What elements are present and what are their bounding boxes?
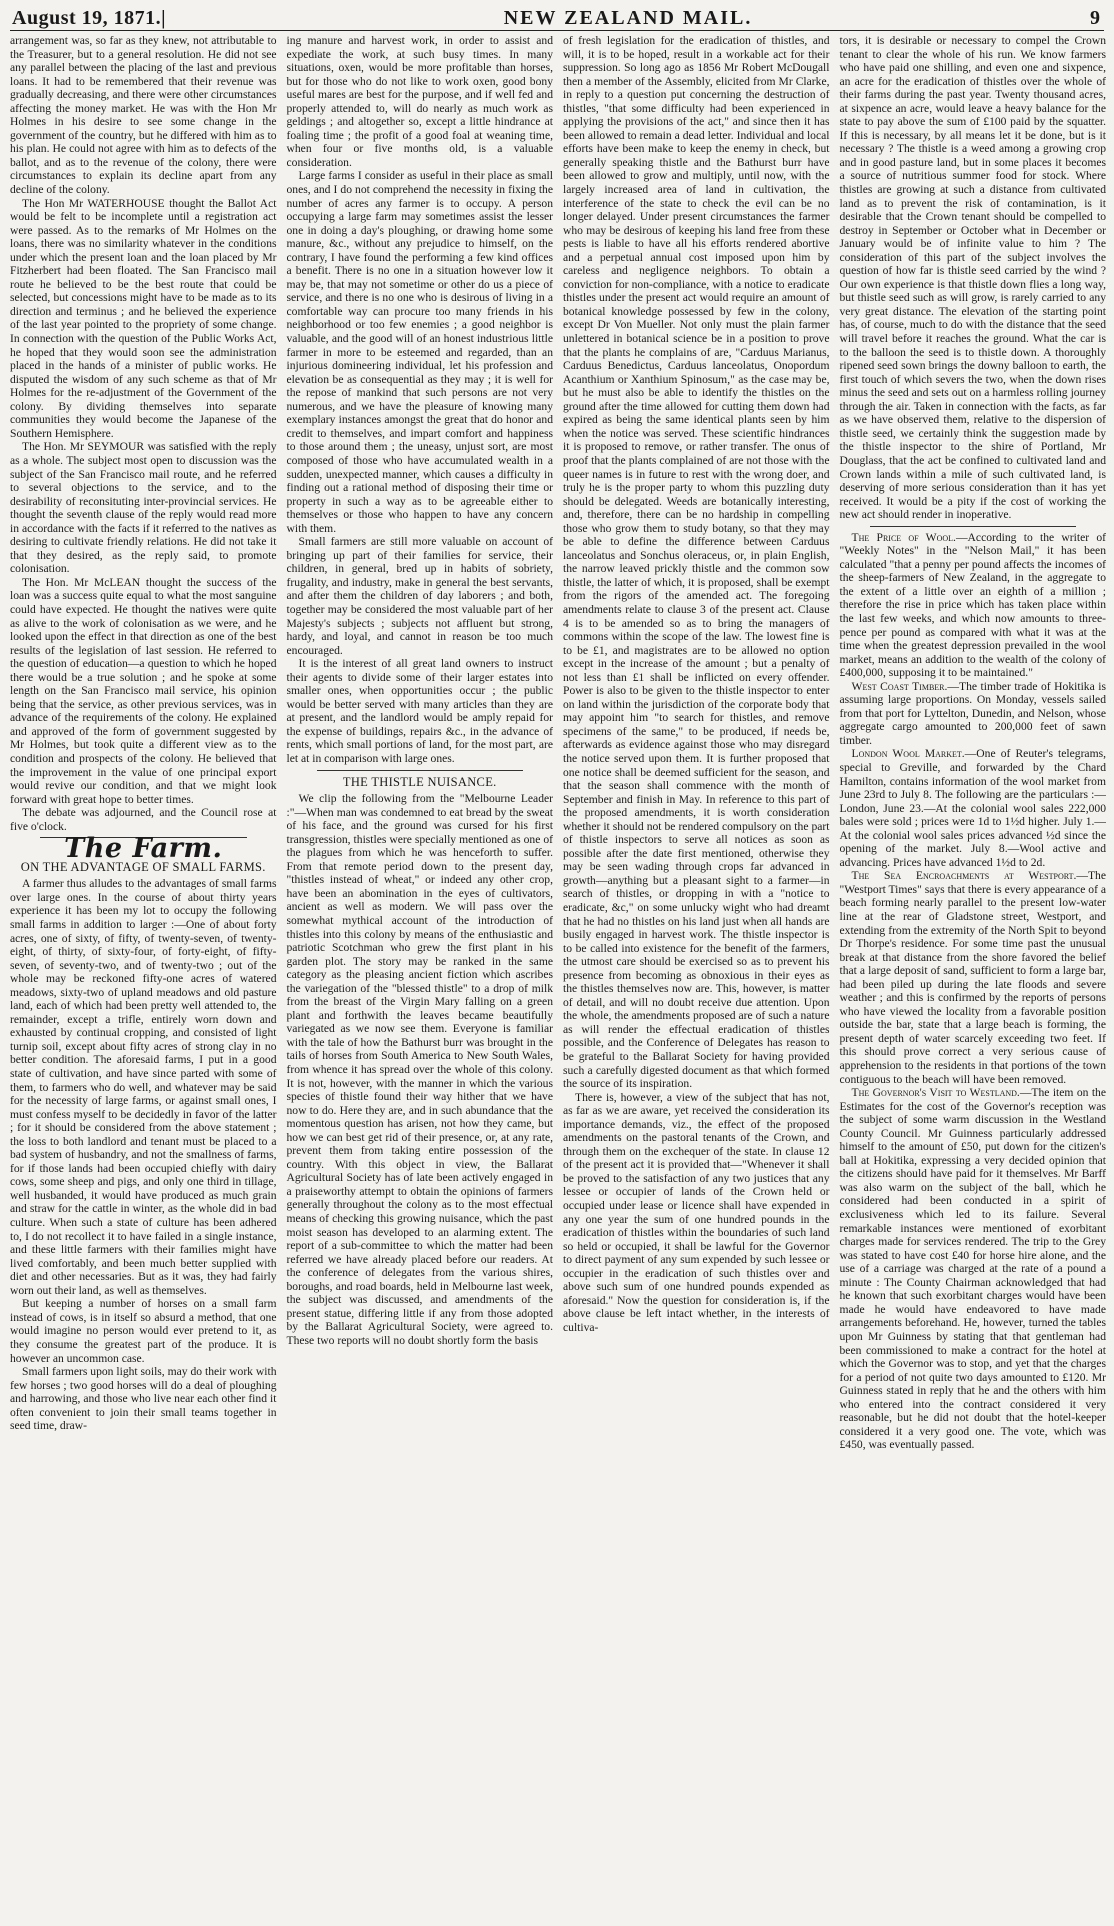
news-item	[840, 869, 1107, 1086]
article-paragraph: The Hon Mr WATERHOUSE thought the Ballot Act would be felt to be incomplete until a registration act were passed. As to the remarks of Mr Holmes on the loans, there was no similarity whatever in the conditions under which the present loan and the loan placed by Mr Fitzherbert had been floated. The San Francisco mail route he believed to be the best route that could be selected, but concessions might have to be made as to its direction and terminus ; and he believed the experience of the last year pointed to the propriety of some change. In connection with the question of the Public Works Act, he hoped that they would soon see the administration placed in the hands of a minister of public works. He disputed the wisdom of any such scheme as that of Mr Holmes for the re-adjustment of the Government of the colony. By dividing themselves into separate communities they would become the Japanese of the Southern Hemisphere.	[10, 196, 277, 440]
news-item-heading: London Wool Market.	[851, 747, 965, 761]
news-item	[840, 1086, 1107, 1452]
news-item	[840, 531, 1107, 680]
news-item-text: —One of Reuter's telegrams, special to Greville, and forwarded by the Chard Hamilton, contains information of the wool market from June 23rd to July 8. The following are the particulars :—London, June 23.—At the colonial wool sales 222,000 bales were sold ; prices were 1d to 1½d higher. July 1.—At the colonial wool sales prices advanced ½d since the opening of the market. July 8.—Wool active and advancing. Prices have advanced 1½d to 2d.	[839, 747, 1106, 869]
article-paragraph: Small farmers upon light soils, may do their work with few horses ; two good horses will do a deal of ploughing and harrowing, and those who live near each other find it often convenient to join their small teams together in seed time, draw-	[10, 1365, 277, 1433]
news-item-text: —The item on the Estimates for the cost of the Governor's reception was the subject of some warm discussion in the Westland County Council. Mr Guinness particularly addressed himself to the amount of £50, put down for the citizen's ball at Hokitika, expressing a very decided opinion that the citizens should have paid for it themselves. Mr Barff was also warm on the subject of the ball, which he considered had been conducted in a spirit of exclusiveness which led to its failure. Several remarkable instances were mentioned of exorbitant charges made for services rendered. The trip to the Grey was stated to have cost £40 for horse hire alone, and the use of a carriage was charged at the rate of a pound a minute : The County Chairman acknowledged that had he known that such exorbitant charges would have been made he would have endeavored to have made arrangements beforehand. He, however, turned the tables upon Mr Guinness by stating that that gentleman had been commissioned to make a contract for the hotel at which the Governor was to stop, and yet that the charges for a period of not quite two days amounted to £120. Mr Guinness stated in reply that he and the others with him who entered into the contract considered it very reasonable, but he did not doubt that the hotel-keeper considered it a very good one. The vote, which was £450, was eventually passed.	[839, 1086, 1106, 1452]
section-heading-farm: The Farm.	[64, 833, 223, 865]
column-2	[285, 34, 554, 1924]
article-paragraph: tors, it is desirable or necessary to compel the Crown tenant to clear the whole of his run. We know farmers who have paid one shilling, and even one and sixpence, an acre for the eradication of thistles over the whole of their farms during the past year. Twenty thousand acres, at sixpence an acre, would leave a heavy balance for the state to pay above the sum of £100 paid by the squatter. If this is necessary, by all means let it be done, but is it necessary ? The thistle is a weed among a growing crop and in good pasture land, but in some places it becomes a source of nutritious summer food for stock. Where thistles are growing at such a distance from cultivated land as to prevent the risk of contamination, is it desirable that the Crown tenant should be compelled to destroy in September or October what in December or January would be of infinite value to him ? The consideration of this part of the subject involves the question of how far is thistle seed carried by the wind ? Our own experience is that thistle down flies a long way, but thistle seed such as will grow, is rarely carried to any very great distance. The elevation of the starting point has, of course, much to do with the distance that the seed will travel before it reaches the ground. What the car is to the balloon the seed is to thistle down. A thoroughly ripened seed sown brings the downy balloon to earth, the first touch of which severs the two, when the down rises minus the seed and sets out on a harmless rolling journey through the air. Taken in connection with the facts, as far as we have observed them, relative to the dispersion of thistle seed, we certainly think the suggestion made by the thistle inspector to the shire of Portland, Mr Douglass, that the act be confined to cultivated land and Crown lands within a mile of such cultivated land, is deserving of more serious consideration than it has yet received. It would be a pity if the cost of working the new act should render in inoperative.	[839, 34, 1106, 522]
article-paragraph: The Hon. Mr SEYMOUR was satisfied with the reply as a whole. The subject most open to discussion was the subject of the San Francisco mail route, and he referred to several objections to the service, and to the desirability of reconsituting inter-provincial services. He thought the seventh clause of the reply would read more in accordance with the facts if it referred to the natives as desiring to cultivate friendly relations. He did not take it that they desired, as the reply said, to promote colonisation.	[10, 440, 277, 576]
article-headline: THE THISTLE NUISANCE.	[342, 774, 497, 789]
news-item	[840, 680, 1107, 748]
article-paragraph: Small farmers are still more valuable on account of bringing up part of their families for service, their children, in general, bred up in habits of sobriety, frugality, and industry, make in general the best servants, and after them the children of day laborers ; and both, together may be considered the most valuable part of her Majesty's subjects ; subjects not affluent but strong, hardy, and loyal, and cannot in reason be too much encouraged.	[286, 535, 553, 657]
newspaper-title: NEW ZEALAND MAIL.	[503, 7, 753, 29]
article-paragraph: It is the interest of all great land owners to instruct their agents to divide some of their larger estates into smaller ones, when opportunities occur ; the public would be better served with many articles than they are at present, and the landlord would be amply repaid for the expense of buildings, repairs &c., in the advance of rents, which small portions of land, for the most part, are let at in comparison with large ones.	[286, 657, 553, 765]
divider	[870, 526, 1077, 527]
divider	[317, 770, 524, 771]
article-paragraph: A farmer thus alludes to the advantages of small farms over large ones. In the course of about thirty years experience it has been my lot to occupy the following small farms in addition to larger :—One of about forty acres, one of sixty, of fifty, of twenty-seven, of twenty-eight, of thirty, of sixty-four, of forty-eight, of fifty-seven, of seventy-two, and of twenty-two ; out of the whole may be reckoned fifty-one acres of watered meadows, sixty-two of upland meadows and old pasture land, each of which had been pretty well attended to, the remainder, except a trifle, entirely worn down and exhausted by continual cropping, and consisted of light turnip soil, except about fifty acres of strong clay in no better condition. The aforesaid farms, I put in a good state of cultivation, and have since parted with some of them, to farmers who do well, and whatever may be said for the necessity of large farms, or against small ones, I must confess myself to be decidedly in favor of the latter ; for it should be considered from the above statement ; the loss to both landlord and tenant must be placed to a bad system of husbandry, and not the smallness of farms, for if those lands had been occupied chiefly with dairy cows, some sheep and pigs, and only one third in tillage, well husbanded, it would have produced as much grain and straw for the cattle in winter, as the whole did in bad culture. When such a state of culture has been adhered to, I do not recollect it to have failed in a single instance, and these little farmers with their families might have lived comfortably, and been much better supplied with diet and other necessaries. But as it was, they had fairly worn out their land, as well as themselves.	[10, 877, 277, 1297]
news-item-text: —According to the writer of "Weekly Notes" in the "Nelson Mail," it has been calculated "that a penny per pound affects the incomes of the sheep-farmers of New Zealand, in the aggregate to the extent of a little over an eighth of a million ; therefore the rise in price which has taken place within the last few weeks, and which now amounts to three-pence per pound as compared with what it was at the time when the greatest depression prevailed in the wool market, means an addition to the wealth of the colony of £400,000, supposing it to be maintained."	[839, 530, 1106, 680]
news-item	[840, 747, 1107, 869]
masthead	[10, 0, 1104, 31]
article-headline: ON THE ADVANTAGE OF SMALL FARMS.	[20, 859, 266, 874]
issue-date: August 19, 1871.|	[12, 7, 167, 29]
column-1	[8, 34, 277, 1924]
article-paragraph: Large farms I consider as useful in their place as small ones, and I do not comprehend the necessity in fixing the number of acres any farmer is to occupy. A person occupying a large farm may sometimes assist the lesser one in doing a day's ploughing, or drawing home some manure, &c., without any prejudice to himself, on the contrary, I have found the performing a few kind offices a benefit. There is no one in a situation however low it may be, that may not sometime or other do us a piece of service, and there is no one who is desirous of living in a comfortable way can procure too many friends in his neighborhood or too few enemies ; a good neighbor is valuable, and the good will of an honest industrious little farmer in more to be esteemed and regarded, than an injurious domineering individual, let his profession and elevation be as consequential as they may ; it is well for the repose of mankind that such persons are not very numerous, and we have the pleasure of knowing many exemplary instances amongst the great that do honor and credit to themselves, and impart comfort and happiness to those around them ; the uneasy, unjust sort, are most composed of those who have accumulated wealth in a sudden, unexpected manner, which causes a difficulty in finding out a rational method of disposing their time or property in such a way as to be agreeable either to themselves or those who happen to have any concern with them.	[286, 169, 553, 535]
article-paragraph: There is, however, a view of the subject that has not, as far as we are aware, yet received the consideration its importance demands, viz., the effect of the proposed amendments on the pastoral tenants of the Crown, and through them on the exchequer of the state. In clause 12 of the present act it is provided that—"Whenever it shall be proved to the satisfaction of any two justices that any lessee or occupier of lands of the Crown held or occupied under lease or licence shall have expended in any one year the sum of one hundred pounds in the eradication of thistles within the boundaries of such land so held or occupied, it shall be lawful for the Governor to direct payment of any sum expended by such lessee or occupier in the eradication of such thistles over and above such sum of one hundred pounds expended as aforesaid." Now the question for consideration is, if the above clause be left intact whether, in the interests of cultiva-	[563, 1090, 830, 1334]
article-paragraph: The Hon. Mr McLEAN thought the success of the loan was a success quite equal to what the most sanguine could have expected. He thought the natives were quite as alive to the work of colonisation as we were, and he looked upon the effect in that direction as one of the best results of the legislation of last session. He referred to the question of education—a question to which he hoped there would be a true solution ; and he spoke at some length on the San Francisco mail service, his opinion being that the service, as other previous services, was in advance of the requirements of the colony. He explained and approved of the form of government suggested by Mr Holmes, but took quite a different view as to the condition and prospects of the colony. He believed that the improvement in the value of one principal export would revive our condition, and that we might look forward with great hope to better times.	[10, 575, 277, 806]
column-3	[561, 34, 830, 1924]
article-paragraph: ing manure and harvest work, in order to assist and expediate the work, at such busy times. In many situations, oxen, would be more profitable than horses, but for those who do not like to work oxen, good bony useful mares are best for the purpose, and if well fed and properly attended to, will do nearly as much work as geldings ; and altogether so, except a little hindrance at foaling time ; the profit of a good foal at weaning time, when four or five months old, is a valuable consideration.	[286, 34, 553, 169]
news-item-text: —The timber trade of Hokitika is assuming large proportions. On Monday, vessels sailed from that port for Lyttelton, Dunedin, and Nelson, whose aggregate cargo amounted to 200,000 feet of sawn timber.	[839, 679, 1106, 747]
article-paragraph: We clip the following from the "Melbourne Leader :"—When man was condemned to eat bread by the sweat of his face, and the ground was cursed for his first transgression, thistles were specially mentioned as one of the plagues from which he was henceforth to suffer. From that remote period down to the present day, "thistles instead of wheat," or indeed any other crop, have been an abomination in the eyes of cultivators, ancient as well as modern. We will pass over the somewhat mythical account of the introduction of thistles into this colony by means of the enthusiastic and patriotic Scotchman who grew the first plant in his garden plot. The story may be ranked in the same category as the pleasing ancient fiction which ascribes the variegation of the "blessed thistle" to a drop of milk from the breast of the Virgin Mary falling on a green plant and forthwith the leaves became beautifully variegated as we now see them. Everyone is familiar with the tale of how the Bathurst burr was brought in the tails of horses from South America to New South Wales, from whence it has spread over the whole of this colony. It is not, however, with the manner in which the various species of thistle found their way hither that we have now to do. Here they are, and in such abundance that the momentous question has arisen, not how they came, but how we can best get rid of their presence, or, at any rate, prevent them from taking entire possession of the country. With this object in view, the Ballarat Agricultural Society has of late been actively engaged in a praiseworthy attempt to obtain the opinions of farmers generally throughout the colony as to the most effectual means of checking this growing nuisance, which the past moist season has developed to an alarming extent. The report of a sub-committee to which the matter had been referred we have already placed before our readers. At the conference of delegates from the various shires, boroughs, and road boards, held in Melbourne last week, the subject was discussed, and amendments of the present statue, differing little if any from those adopted by the Ballarat Agricultural Society, were agreed to. These two reports will no doubt shortly form the basis	[286, 792, 553, 1347]
article-paragraph: of fresh legislation for the eradication of thistles, and will, it is to be hoped, result in a workable act for their suppression. So long ago as 1856 Mr Robert McDougall then a member of the Assembly, elicited from Mr Clarke, in reply to a question put concerning the destruction of thistles, "that some difficulty had been experienced in applying the provisions of the act," and since then it has been allowed to remain a dead letter. Individual and local efforts have been make to keep the enemy in check, but generally speaking thistle and the Bathurst burr have been allowed to grow and multiply, until now, with the largely increased area of land in cultivation, the interference of the state to check the evil can be no longer delayed. Under present circumstances the farmer who may be desirous of keeping his land free from these pests is liable to have all his efforts rendered abortive and a perpetual annual cost imposed upon him by careless and negligence neighbors. To obtain a conviction for non-compliance, with a notice to eradicate thistles under the present act would require an amount of botanical knowledge possessed by few in the colony, except Dr Von Mueller. Not only must the plain farmer unlettered in botanical science be in a position to prove that the plants he complains of are, "Carduus Marianus, Carduus Benedictus, Carduus lanceolatus, Onopordum Acanthium or Xanthium Spinosum," as the case may be, but he must also be able to identify the thistles on the ground after the time allowed for cutting them down had expired as being the same identical plants seen by him when the notice was served. These scientific hindrances it is proposed to remove, or rather transfer. The onus of proof that the plants complained of are not those with the queer names is in future to rest with the wrong doer, and truly he is the proper party to whom this puzzling duty should be delegated. Weeds are botanically interesting, and, therefore, there can be no hardship in compelling those who grow them to study botany, so that they may be able to define the difference between Carduus lanceolatus and Sonchus oleraceus, or, in plain English, the narrow leaved prickly thistle and the common sow thistle, the latter of which, it is proposed, shall be exempt from the rigors of the amended act. The foregoing amendments relate to clause 3 of the present act. Clause 4 is to be amended so as to bring the managers of commons within the scope of the law. The lowest fine is to be £1, and magistrates are to be allowed no option except in the increase of the amount ; but a penalty of not less than £1 shall be inflicted on every offender. Power is also to be given to the thistle inspector to enter on land within the jurisdiction of the corporate body that may appoint him "to search for thistles, and remove specimens of the same," to be produced, if needs be, afterwards as evidence against those who may disregard the notice served upon them. It is further proposed that one notice shall be deemed sufficient for the season, and that the season shall commence with the month of September and finish in May. In reference to this part of the proposed amendments, it is worth consideration whether it should not be rendered compulsory on the part of thistle inspectors to serve all notices as soon as possible after the date first mentioned, otherwise they may be seen wading through crops far advanced in growth—anything but a pleasant sight to a farmer—in search of thistles, or dropping in with a "notice to eradicate, &c," on some unlucky wight who had dreamt that he had no thistles on his land just when all hands are busily engaged in harvest work. The thistle inspector is to be called into existence for the benefit of the farmers, the utmost care should be exercised so as to prevent his presence from becoming as obnoxious in their eyes as the thistles themselves now are. This, however, is matter of detail, and will no doubt receive due attention. Upon the whole, the amendments proposed are of such a nature as will render the effectual eradication of thistles possible, and the Conference of Delegates has reason to be grateful to the Ballarat Society for having provided such a carefully digested document as that which formed the source of its inspiration.	[563, 34, 830, 1091]
news-item-heading: West Coast Timber.	[851, 679, 948, 693]
news-item-heading: The Price of Wool.	[851, 530, 956, 544]
news-item-heading: The Governor's Visit to Westland.	[851, 1086, 1020, 1100]
news-item-text: —The "Westport Times" says that there is every appearance of a beach forming nearly parallel to the present low-water line at the rear of Gladstone street, Westport, and extending from the extremity of the North Spit to beyond Dr Thorpe's residence. For some time past the unusual break at that distance from the shore favored the belief that a large deposit of sand, sufficient to form a large bar, had been piled up during the late floods and severe weather ; and this is confirmed by the reports of persons who have viewed the locality from a favorable position outside the bar, state that a large beach is forming, the present depth of water scarcely exceeding two feet. If this should prove correct a very serious cause of apprehension to the residents in that portions of the town contiguous to the beach will have been removed.	[839, 869, 1106, 1086]
columns	[8, 34, 1106, 1924]
article-paragraph: The debate was adjourned, and the Council rose at five o'clock.	[10, 806, 277, 833]
article-paragraph: arrangement was, so far as they knew, not attributable to the Treasurer, but to a general resolution. He did not see any parallel between the placing of the last and previous loans. It had to be remembered that their revenue was gradually decreasing, and there were other circumstances affecting the money market. He was with the Hon Mr Holmes in his desire to see some change in the government of the country, but he differed with him as to his plan. He could not agree with him as to defects of the ballot, and as to the revenue of the colony, there were circumstances to explain its decline apart from any decline of the colony.	[10, 34, 277, 197]
article-paragraph: But keeping a number of horses on a small farm instead of cows, is in itself so absurd a method, that one would imagine no person would ever pretend to it, as they consume the greatest part of the produce. It is however an uncommon case.	[10, 1297, 277, 1365]
page-number: 9	[1090, 7, 1100, 29]
column-4	[838, 34, 1107, 1924]
news-item-heading: The Sea Encroachments at Westport.	[851, 869, 1077, 883]
